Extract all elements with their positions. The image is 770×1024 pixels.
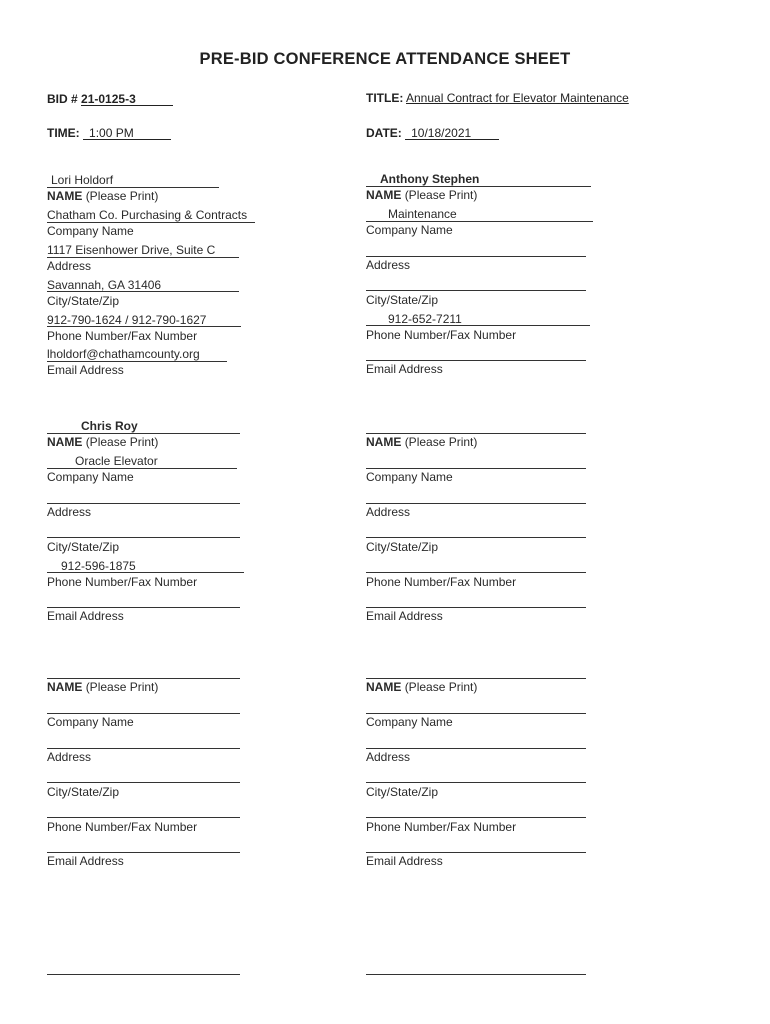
attendee-city: Savannah, GA 31406 <box>47 277 162 292</box>
phone-label: Phone Number/Fax Number <box>47 819 198 834</box>
company-line <box>366 205 616 222</box>
phone-label-row <box>47 328 297 345</box>
city-line <box>366 766 616 783</box>
city-label: City/State/Zip <box>47 539 120 554</box>
attendee-email: lholdorf@chathamcounty.org <box>47 347 200 362</box>
phone-line <box>47 556 297 573</box>
address-label-row <box>47 504 297 521</box>
city-line <box>366 521 616 538</box>
company-label-row <box>366 714 616 731</box>
address-label: Address <box>47 258 92 273</box>
address-label-row <box>47 749 297 766</box>
phone-line <box>366 801 616 818</box>
email-label-row <box>366 361 616 378</box>
email-label-row <box>366 853 616 870</box>
attendee-company: Chatham Co. Purchasing & Contracts <box>47 208 248 223</box>
title-label: TITLE: <box>366 91 404 105</box>
name-line <box>47 417 297 434</box>
email-line <box>366 344 616 361</box>
phone-label-row <box>366 574 616 591</box>
city-line <box>47 766 297 783</box>
name-label-row <box>47 434 297 451</box>
time-label: TIME: <box>47 126 80 140</box>
city-label-row <box>47 293 297 310</box>
address-label: Address <box>47 504 92 519</box>
name-label: NAME (Please Print) <box>47 435 159 450</box>
company-label-row <box>47 469 297 486</box>
attendee-phone: 912-652-7211 <box>388 311 462 326</box>
company-label: Company Name <box>366 715 453 730</box>
name-line <box>366 170 616 187</box>
address-label: Address <box>366 749 411 764</box>
company-label: Company Name <box>47 224 134 239</box>
email-label: Email Address <box>47 854 124 869</box>
city-label: City/State/Zip <box>366 784 439 799</box>
bid-number-field <box>47 92 173 106</box>
attendee-company: Oracle Elevator <box>75 454 158 469</box>
city-label: City/State/Zip <box>366 539 439 554</box>
attendee-company: Maintenance <box>388 207 457 222</box>
company-label: Company Name <box>47 470 134 485</box>
phone-label-row <box>366 327 616 344</box>
phone-line <box>366 556 616 573</box>
city-label-row <box>47 539 297 556</box>
phone-line <box>47 310 297 327</box>
attendee-block-6 <box>366 662 616 871</box>
company-line <box>47 697 297 714</box>
company-label: Company Name <box>47 715 134 730</box>
attendee-block-1 <box>47 171 297 380</box>
name-line <box>47 171 297 188</box>
city-label: City/State/Zip <box>47 293 120 308</box>
city-label-row <box>366 292 616 309</box>
address-label: Address <box>47 749 92 764</box>
email-label: Email Address <box>366 362 443 377</box>
address-label-row <box>366 257 616 274</box>
address-label-row <box>366 504 616 521</box>
company-line <box>47 452 297 469</box>
email-label: Email Address <box>47 363 124 378</box>
address-line <box>366 732 616 749</box>
attendee-address: 1117 Eisenhower Drive, Suite C <box>47 242 216 257</box>
title-field <box>366 91 629 105</box>
date-field <box>366 126 499 140</box>
city-label-row <box>366 539 616 556</box>
phone-label-row <box>47 574 297 591</box>
bid-value: 21-0125-3 <box>81 93 173 106</box>
address-label-row <box>366 749 616 766</box>
city-line <box>47 521 297 538</box>
company-line <box>366 697 616 714</box>
attendee-block-2 <box>366 170 616 379</box>
company-label: Company Name <box>366 223 453 238</box>
name-label: NAME (Please Print) <box>366 680 478 695</box>
name-label: NAME (Please Print) <box>47 680 159 695</box>
email-line <box>366 836 616 853</box>
company-label: Company Name <box>366 470 453 485</box>
attendee-block-4 <box>366 417 616 626</box>
company-label-row <box>47 714 297 731</box>
city-label-row <box>366 784 616 801</box>
phone-label: Phone Number/Fax Number <box>47 574 198 589</box>
name-label-row <box>47 188 297 205</box>
name-label: NAME (Please Print) <box>366 188 478 203</box>
attendee-phone: 912-790-1624 / 912-790-1627 <box>47 312 207 327</box>
name-label-row <box>366 679 616 696</box>
company-label-row <box>47 223 297 240</box>
phone-label-row <box>47 819 297 836</box>
address-label: Address <box>366 257 411 272</box>
name-label-row <box>366 434 616 451</box>
company-label-row <box>366 222 616 239</box>
email-line <box>366 591 616 608</box>
name-line <box>366 417 616 434</box>
phone-label: Phone Number/Fax Number <box>366 574 517 589</box>
name-label-row <box>366 187 616 204</box>
name-label: NAME (Please Print) <box>47 189 159 204</box>
date-label: DATE: <box>366 126 402 140</box>
address-line <box>47 732 297 749</box>
phone-line <box>366 309 616 326</box>
address-line <box>366 487 616 504</box>
city-label: City/State/Zip <box>47 784 120 799</box>
title-value: Annual Contract for Elevator Maintenance <box>406 91 629 105</box>
email-label-row <box>47 853 297 870</box>
name-label-row <box>47 679 297 696</box>
attendee-block-3 <box>47 417 297 626</box>
email-label: Email Address <box>47 609 124 624</box>
attendee-name: Anthony Stephen <box>380 172 480 187</box>
phone-label: Phone Number/Fax Number <box>47 328 198 343</box>
address-label: Address <box>366 504 411 519</box>
name-line <box>366 662 616 679</box>
email-label-row <box>366 608 616 625</box>
address-line <box>47 487 297 504</box>
phone-label-row <box>366 819 616 836</box>
email-line <box>47 345 297 362</box>
name-label: NAME (Please Print) <box>366 435 478 450</box>
address-line <box>366 240 616 257</box>
address-line <box>47 241 297 258</box>
time-field <box>47 126 171 140</box>
email-label: Email Address <box>366 609 443 624</box>
attendee-block-5 <box>47 662 297 871</box>
attendee-phone: 912-596-1875 <box>61 558 136 573</box>
phone-label: Phone Number/Fax Number <box>366 327 517 342</box>
email-line <box>47 591 297 608</box>
email-label: Email Address <box>366 854 443 869</box>
name-line <box>47 662 297 679</box>
company-label-row <box>366 469 616 486</box>
city-line <box>366 274 616 291</box>
email-label-row <box>47 362 297 379</box>
phone-label: Phone Number/Fax Number <box>366 819 517 834</box>
bottom-line-left <box>47 974 240 975</box>
attendee-name: Lori Holdorf <box>51 173 114 188</box>
phone-line <box>47 801 297 818</box>
email-label-row <box>47 608 297 625</box>
time-value: 1:00 PM <box>83 127 171 140</box>
page-title: PRE-BID CONFERENCE ATTENDANCE SHEET <box>199 50 571 68</box>
bottom-line-right <box>366 974 586 975</box>
city-label-row <box>47 784 297 801</box>
bid-label: BID # <box>47 92 78 106</box>
email-line <box>47 836 297 853</box>
company-line <box>366 452 616 469</box>
date-value: 10/18/2021 <box>405 127 499 140</box>
address-label-row <box>47 258 297 275</box>
company-line <box>47 206 297 223</box>
attendee-name: Chris Roy <box>81 419 138 434</box>
city-label: City/State/Zip <box>366 292 439 307</box>
city-line <box>47 275 297 292</box>
